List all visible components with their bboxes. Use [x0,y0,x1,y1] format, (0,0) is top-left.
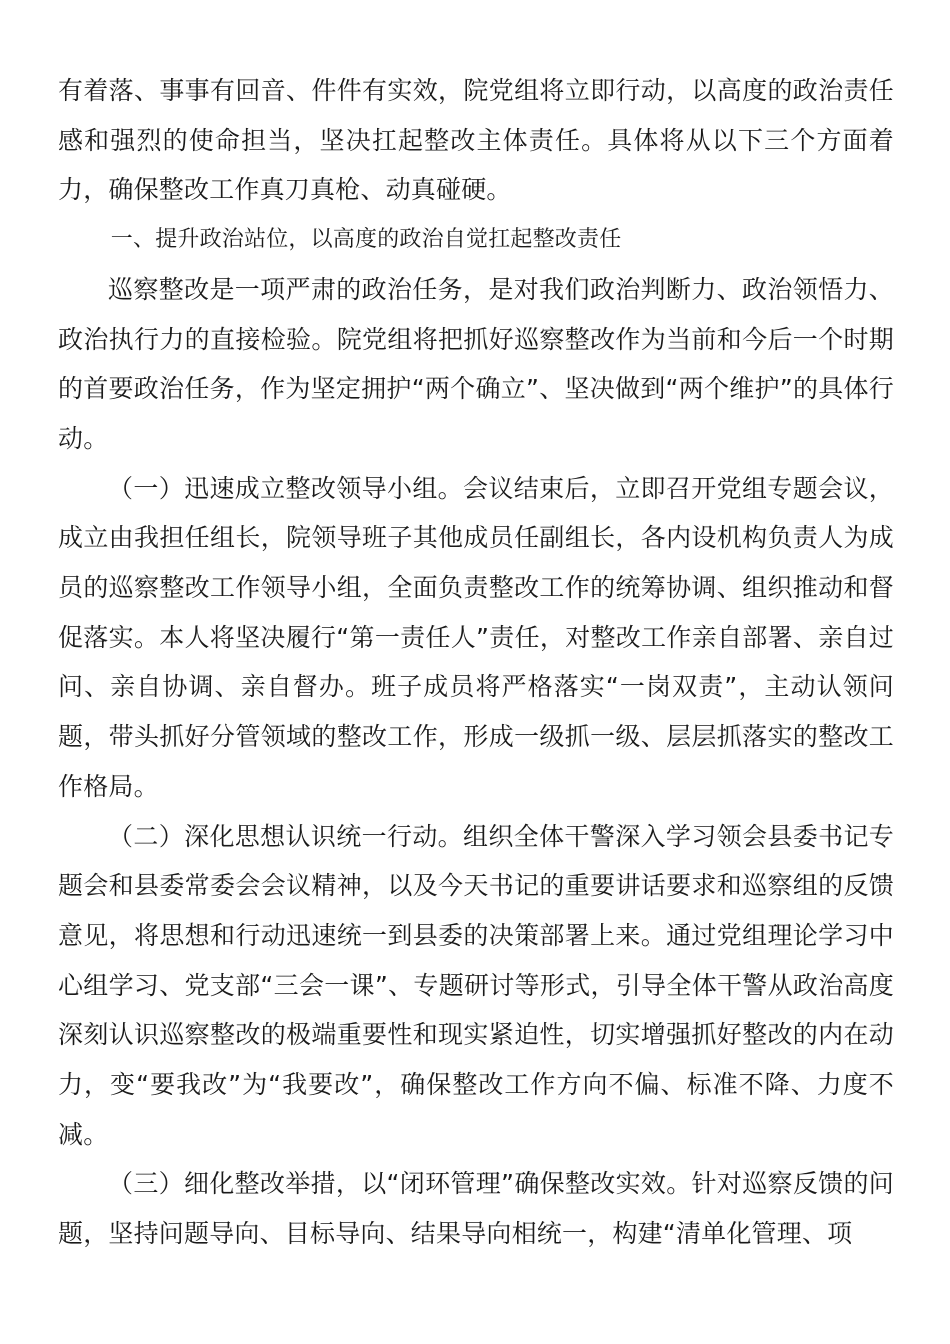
paragraph-thought-unity: （二）深化思想认识统一行动。组织全体干警深入学习领会县委书记专题会和县委常委会会议精神，以及今天书记的重要讲话要求和巡察组的反馈意见，将思想和行动迅速统一到县委的决策部署上来。通过党组理论学习中心组学习、党支部“三会一课”、专题研讨等形式，引导全体干警从政治高度深刻认识巡察整改的极端重要性和现实紧迫性，切实增强抓好整改的内在动力，变“要我改”为“我要改”，确保整改工作方向不偏、标准不降、力度不减。 [58,821,894,1149]
paragraph-intro: 有着落、事事有回音、件件有实效，院党组将立即行动，以高度的政治责任感和强烈的使命担当，坚决扛起整改主体责任。具体将从以下三个方面着力，确保整改工作真刀真枪、动真碰硬。 [58,76,894,205]
section-heading-1: 一、提升政治站位，以高度的政治自觉扛起整改责任 [110,227,622,253]
paragraph-political-task: 巡察整改是一项严肃的政治任务，是对我们政治判断力、政治领悟力、政治执行力的直接检验。院党组将把抓好巡察整改作为当前和今后一个时期的首要政治任务，作为坚定拥护“两个确立”、坚决做到“两个维护”的具体行动。 [58,274,894,453]
document-body [58,66,894,1259]
paragraph-closed-loop: （三）细化整改举措，以“闭环管理”确保整改实效。针对巡察反馈的问题，坚持问题导向、目标导向、结果导向相统一，构建“清单化管理、项 [58,1169,894,1249]
paragraph-leading-group: （一）迅速成立整改领导小组。会议结束后，立即召开党组专题会议，成立由我担任组长，院领导班子其他成员任副组长，各内设机构负责人为成员的巡察整改工作领导小组，全面负责整改工作的统筹协调、组织推动和督促落实。本人将坚决履行“第一责任人”责任，对整改工作亲自部署、亲自过问、亲自协调、亲自督办。班子成员将严格落实“一岗双责”，主动认领问题，带头抓好分管领域的整改工作，形成一级抓一级、层层抓落实的整改工作格局。 [58,473,894,801]
